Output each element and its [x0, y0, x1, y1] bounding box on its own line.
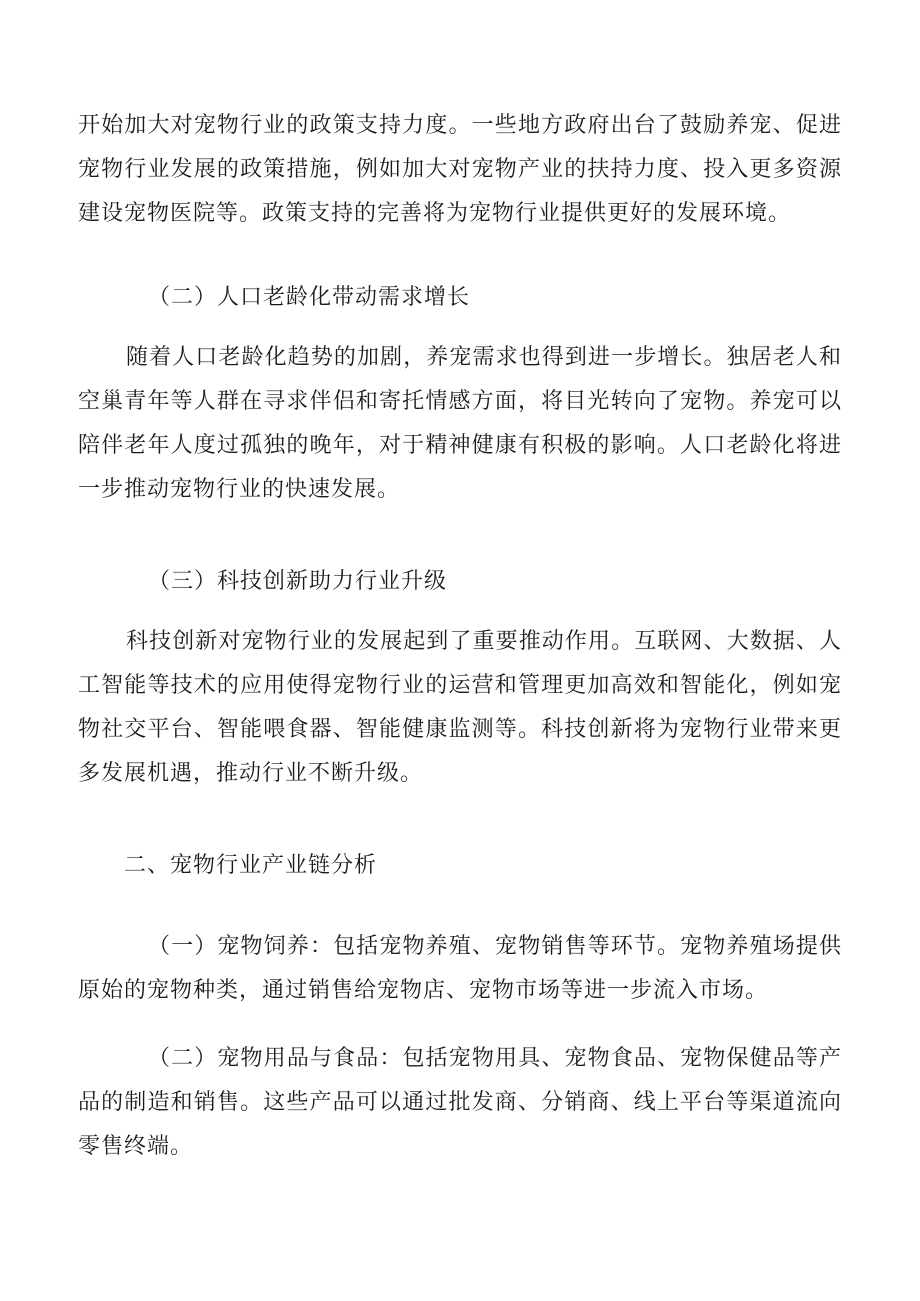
paragraph-aging-demand: 随着人口老龄化趋势的加剧，养宠需求也得到进一步增长。独居老人和空巢青年等人群在寻求伴侣和寄托情感方面，将目光转向了宠物。养宠可以陪伴老年人度过孤独的晚年，对于精神健康有积极的影响。人口老龄化将进一步推动宠物行业的快速发展。	[78, 345, 842, 502]
paragraph-pet-breeding: （一）宠物饲养：包括宠物养殖、宠物销售等环节。宠物养殖场提供原始的宠物种类，通过销售给宠物店、宠物市场等进一步流入市场。	[78, 934, 842, 1003]
paragraph-tech-innovation: 科技创新对宠物行业的发展起到了重要推动作用。互联网、大数据、人工智能等技术的应用使得宠物行业的运营和管理更加高效和智能化，例如宠物社交平台、智能喂食器、智能健康监测等。科技创新将为宠物行业带来更多发展机遇，推动行业不断升级。	[78, 629, 842, 786]
subheading-aging-demand: （二）人口老龄化带动需求增长	[148, 285, 471, 310]
paragraph-pet-supplies: （二）宠物用品与食品：包括宠物用具、宠物食品、宠物保健品等产品的制造和销售。这些产品可以通过批发商、分销商、线上平台等渠道流向零售终端。	[78, 1046, 842, 1159]
subheading-tech-innovation: （三）科技创新助力行业升级	[148, 569, 448, 594]
section-heading-industry-chain: 二、宠物行业产业链分析	[124, 853, 378, 878]
paragraph-policy-support: 开始加大对宠物行业的政策支持力度。一些地方政府出台了鼓励养宠、促进宠物行业发展的政策措施，例如加大对宠物产业的扶持力度、投入更多资源建设宠物医院等。政策支持的完善将为宠物行业提供更好的发展环境。	[78, 113, 842, 226]
